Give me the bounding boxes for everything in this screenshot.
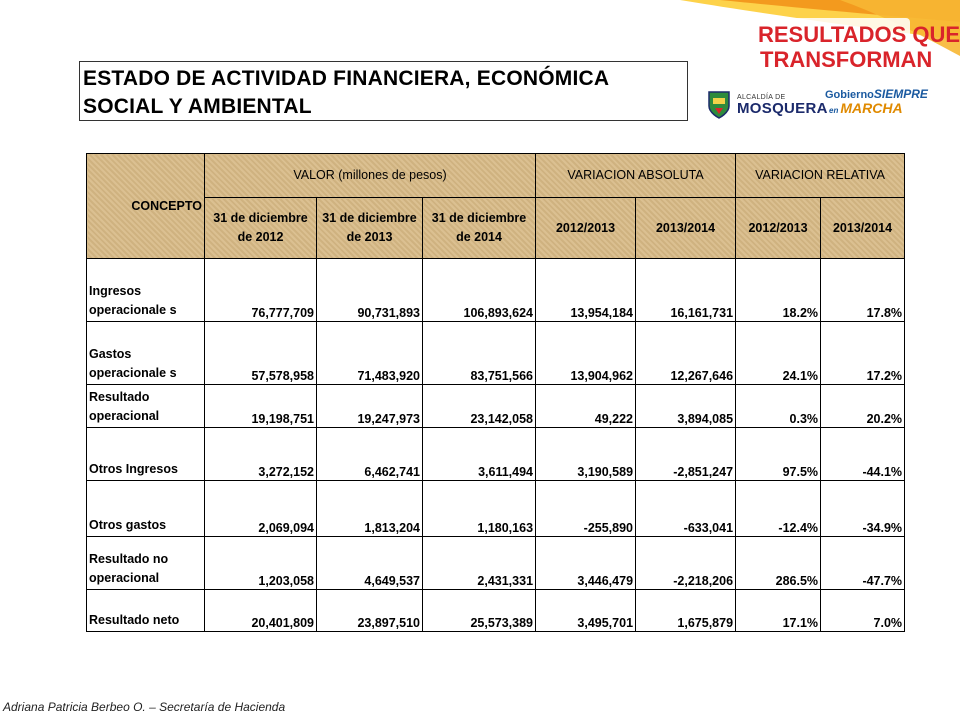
shield-icon	[707, 90, 731, 120]
gobierno-text: Gobierno	[825, 89, 874, 101]
value-cell: -44.1%	[821, 428, 905, 481]
value-cell: -47.7%	[821, 537, 905, 590]
abs-2012-2013-header: 2012/2013	[536, 198, 636, 259]
value-cell: 3,272,152	[205, 428, 317, 481]
value-cell: 90,731,893	[317, 259, 423, 322]
value-cell: 20,401,809	[205, 590, 317, 632]
concept-cell: Resultado operacional	[87, 385, 205, 428]
variacion-absoluta-header: VARIACION ABSOLUTA	[536, 154, 736, 198]
concept-cell: Ingresos operacionale s	[87, 259, 205, 322]
date-2014-header: 31 de diciembre de 2014	[423, 198, 536, 259]
value-cell: 76,777,709	[205, 259, 317, 322]
value-cell: 83,751,566	[423, 322, 536, 385]
value-cell: -12.4%	[736, 481, 821, 537]
table-row	[87, 537, 905, 590]
value-cell: -34.9%	[821, 481, 905, 537]
svg-text:TRANSFORMAN: TRANSFORMAN	[760, 47, 933, 72]
en-text: en	[829, 106, 839, 115]
value-cell: 24.1%	[736, 322, 821, 385]
value-cell: 17.8%	[821, 259, 905, 322]
value-cell: 286.5%	[736, 537, 821, 590]
value-cell: 13,904,962	[536, 322, 636, 385]
value-cell: 3,190,589	[536, 428, 636, 481]
footer-author: Adriana Patricia Berbeo O. – Secretaría de Hacienda	[3, 700, 286, 714]
abs-2013-2014-header: 2013/2014	[636, 198, 736, 259]
value-cell: -255,890	[536, 481, 636, 537]
value-cell: 57,578,958	[205, 322, 317, 385]
value-cell: 20.2%	[821, 385, 905, 428]
marcha-text: MARCHA	[840, 100, 903, 116]
financial-table	[86, 153, 905, 632]
alcaldia-mosquera-logo	[707, 90, 828, 120]
table-row	[87, 322, 905, 385]
value-cell: 0.3%	[736, 385, 821, 428]
value-cell: 2,069,094	[205, 481, 317, 537]
value-cell: 1,180,163	[423, 481, 536, 537]
value-cell: 12,267,646	[636, 322, 736, 385]
slide-title-line2: SOCIAL Y AMBIENTAL	[83, 95, 312, 118]
value-cell: -2,851,247	[636, 428, 736, 481]
alcaldia-small-text: ALCALDÍA DE	[737, 94, 786, 101]
value-cell: 23,897,510	[317, 590, 423, 632]
value-cell: 19,247,973	[317, 385, 423, 428]
table-row	[87, 590, 905, 632]
value-cell: 3,495,701	[536, 590, 636, 632]
resultados-logo	[746, 14, 960, 76]
slide-title-line1: ESTADO DE ACTIVIDAD FINANCIERA, ECONÓMICA	[83, 67, 610, 90]
table-row	[87, 259, 905, 322]
date-2012-header: 31 de diciembre de 2012	[205, 198, 317, 259]
alcaldia-big-text: MOSQUERA	[737, 100, 828, 117]
gobierno-siempre-marcha-logo	[825, 88, 928, 115]
table-row	[87, 481, 905, 537]
value-cell: 18.2%	[736, 259, 821, 322]
concept-cell: Otros Ingresos	[87, 428, 205, 481]
table-row	[87, 428, 905, 481]
table-row	[87, 385, 905, 428]
value-cell: 13,954,184	[536, 259, 636, 322]
concept-cell: Resultado no operacional	[87, 537, 205, 590]
value-cell: 3,894,085	[636, 385, 736, 428]
slide-title	[79, 61, 688, 121]
concept-cell: Otros gastos	[87, 481, 205, 537]
value-cell: 3,611,494	[423, 428, 536, 481]
value-cell: 2,431,331	[423, 537, 536, 590]
concept-cell: Resultado neto	[87, 590, 205, 632]
siempre-text: SIEMPRE	[873, 87, 928, 101]
value-cell: 49,222	[536, 385, 636, 428]
concept-cell: Gastos operacionale s	[87, 322, 205, 385]
valor-header: VALOR (millones de pesos)	[205, 154, 536, 198]
value-cell: -633,041	[636, 481, 736, 537]
value-cell: 106,893,624	[423, 259, 536, 322]
value-cell: 7.0%	[821, 590, 905, 632]
rel-2013-2014-header: 2013/2014	[821, 198, 905, 259]
value-cell: 19,198,751	[205, 385, 317, 428]
value-cell: 1,675,879	[636, 590, 736, 632]
value-cell: 6,462,741	[317, 428, 423, 481]
svg-text:RESULTADOS QUE: RESULTADOS QUE	[758, 22, 960, 47]
rel-2012-2013-header: 2012/2013	[736, 198, 821, 259]
value-cell: 4,649,537	[317, 537, 423, 590]
value-cell: 71,483,920	[317, 322, 423, 385]
value-cell: -2,218,206	[636, 537, 736, 590]
value-cell: 1,813,204	[317, 481, 423, 537]
value-cell: 25,573,389	[423, 590, 536, 632]
value-cell: 97.5%	[736, 428, 821, 481]
value-cell: 16,161,731	[636, 259, 736, 322]
concepto-header: CONCEPTO	[87, 154, 205, 259]
date-2013-header: 31 de diciembre de 2013	[317, 198, 423, 259]
value-cell: 23,142,058	[423, 385, 536, 428]
value-cell: 17.2%	[821, 322, 905, 385]
value-cell: 1,203,058	[205, 537, 317, 590]
value-cell: 3,446,479	[536, 537, 636, 590]
variacion-relativa-header: VARIACION RELATIVA	[736, 154, 905, 198]
value-cell: 17.1%	[736, 590, 821, 632]
